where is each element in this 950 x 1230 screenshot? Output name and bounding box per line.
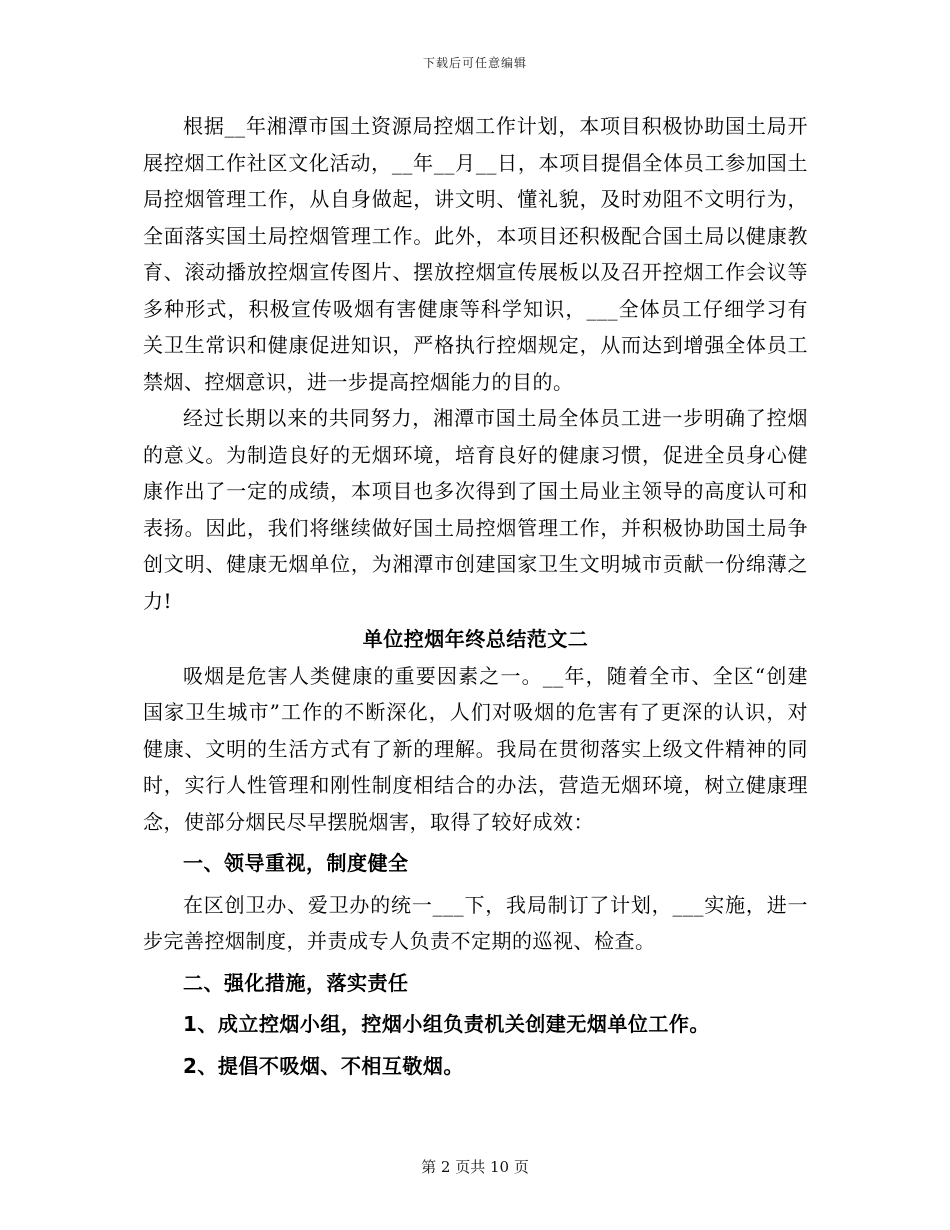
paragraph-2: 经过长期以来的共同努力，湘潭市国土局全体员工进一步明确了控烟的意义。为制造良好的无烟环境，培育良好的健康习惯，促进全员身心健康作出了一定的成绩，本项目也多次得到了国土局业主领导的高度认可和表扬。因此，我们将继续做好国土局控烟管理工作，并积极协助国土局争创文明、健康无烟单位，为湘潭市创建国家卫生文明城市贡献一份绵薄之力! [143, 406, 808, 613]
heading-1: 一、领导重视，制度健全 [183, 851, 409, 875]
paragraph-4: 在区创卫办、爱卫办的统一___下，我局制订了计划，___实施，进一步完善控烟制度，并责成专人负责不定期的巡视、检查。 [143, 892, 808, 953]
list-item-2: 2、提倡不吸烟、不相互敬烟。 [183, 1053, 464, 1078]
header-note: 下载后可任意编辑 [422, 56, 527, 70]
paragraph-3: 吸烟是危害人类健康的重要因素之一。__年，随着全市、全区“创建国家卫生城市”工作的不断深化，人们对吸烟的危害有了更深的认识，对健康、文明的生活方式有了新的理解。我局在贯彻落实上级文件精神的同时，实行人性管理和刚性制度相结合的办法，营造无烟环境，树立健康理念，使部分烟民尽早摆脱烟害，取得了较好成效： [143, 663, 808, 834]
document-body [143, 108, 808, 1089]
page-number: 第 2 页共 10 页 [421, 1158, 529, 1176]
list-item-1: 1、成立控烟小组，控烟小组负责机关创建无烟单位工作。 [183, 1012, 710, 1036]
section-title: 单位控烟年终总结范文二 [362, 627, 589, 651]
paragraph-1: 根据__年湘潭市国土资源局控烟工作计划，本项目积极协助国土局开展控烟工作社区文化活动，__年__月__日，本项目提倡全体员工参加国土局控烟管理工作，从自身做起，讲文明、懂礼貌，及时劝阻不文明行为，全面落实国土局控烟管理工作。此外，本项目还积极配合国土局以健康教育、滚动播放控烟宣传图片、摆放控烟宣传展板以及召开控烟工作会议等多种形式，积极宣传吸烟有害健康等科学知识，___全体员工仔细学习有关卫生常识和健康促进知识，严格执行控烟规定，从而达到增强全体员工禁烟、控烟意识，进一步提高控烟能力的目的。 [143, 114, 808, 394]
heading-2: 二、强化措施，落实责任 [183, 970, 409, 995]
